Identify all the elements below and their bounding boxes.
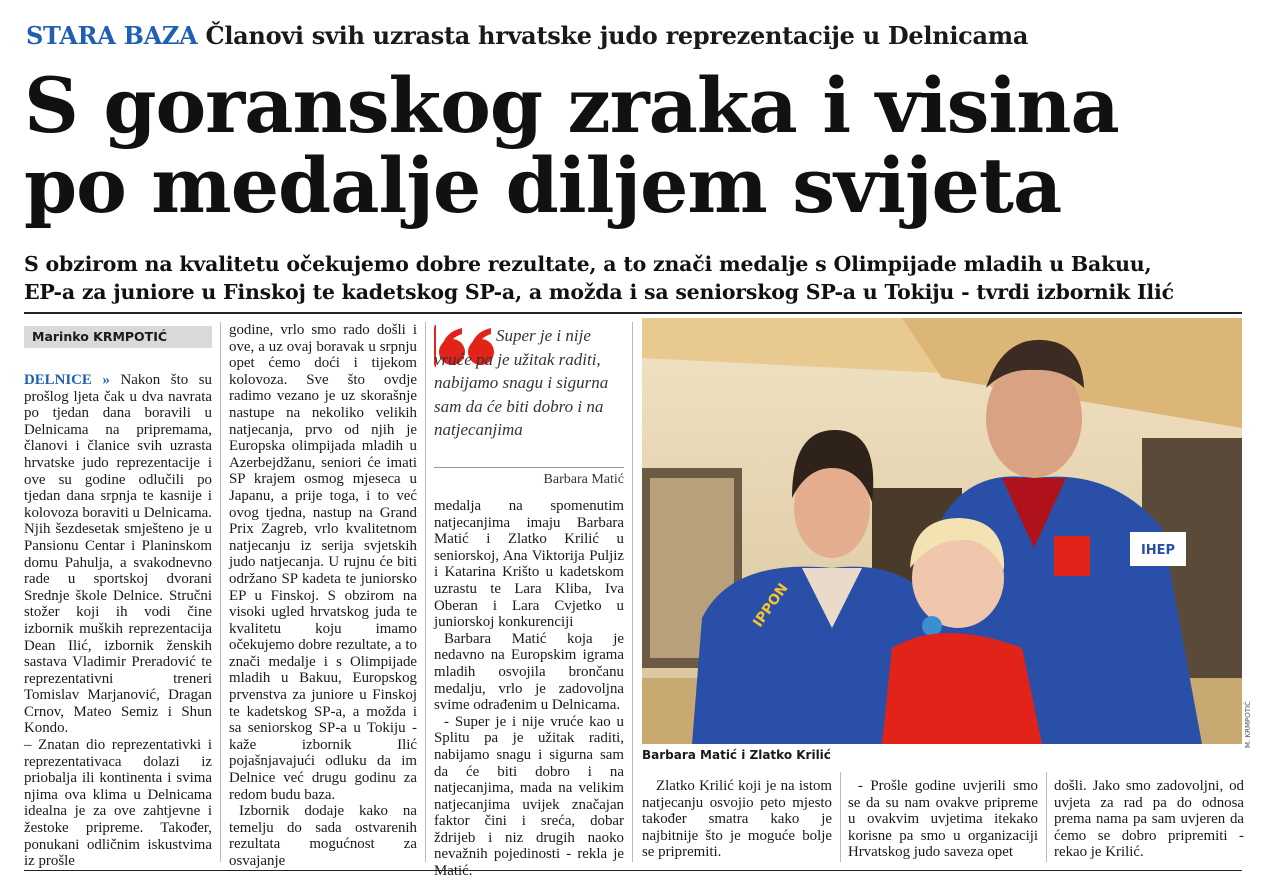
- article-photo: [642, 318, 1242, 744]
- section-tag: STARA BAZA: [26, 21, 198, 50]
- column-5: [848, 778, 1038, 861]
- column-separator: [1046, 772, 1047, 862]
- gi-brand-left: IPPON: [750, 580, 792, 631]
- column-1: [24, 372, 212, 870]
- pullquote-text: Super je i nije vruće pa je užitak raditi, nabijamo snagu i sigurna sam da će biti dobro i na natjecanjima: [434, 326, 609, 439]
- column-2-paragraph-2: Izbornik dodaje kako na temelju do sada ostvarenih rezultata mogućnost za osvajanje: [229, 803, 417, 869]
- judo-athletes-photo: [642, 318, 1242, 744]
- column-6: [1054, 778, 1244, 861]
- column-5-paragraph-1: - Prošle godine uvjerili smo se da su nam ovakve pripreme u ovakvim uvjetima itekako korisne pa smo u organizaciji Hrvatskog judo saveza opet: [848, 778, 1038, 861]
- photo-caption: Barbara Matić i Zlatko Krilić: [642, 748, 831, 762]
- column-1-paragraph-2: – Znatan dio reprezentativki i reprezentativaca dolazi iz priobalja ili kontinenta i svima njima ova klima u Delnicama idealna je za ove zahtjevne i žestoke pripreme. Također, ponukani odličnim iskustvima iz prošle: [24, 737, 212, 870]
- standfirst: [24, 250, 1254, 306]
- column-1-paragraph-1: [24, 372, 212, 737]
- pullquote-author: Barbara Matić: [543, 472, 624, 487]
- headline-line-2: po medalje diljem svijeta: [24, 141, 1062, 230]
- column-3-paragraph-2: Barbara Matić koja je nedavno na Europskim igrama mladih osvojila brončanu medalju, vrlo je zadovoljna svime odrađenim u Delnicama.: [434, 630, 624, 714]
- kicker: [26, 20, 1256, 52]
- gi-brand-right: IHEP: [1140, 543, 1176, 558]
- pullquote: [434, 324, 624, 442]
- column-separator: [840, 772, 841, 862]
- pullquote-divider: [434, 467, 624, 468]
- photo-credit: M. KRMPOTIĆ: [1244, 701, 1252, 748]
- column-3: [434, 498, 624, 880]
- column-4: [642, 778, 832, 861]
- top-rule: [24, 312, 1242, 314]
- column-3-paragraph-1: medalja na spomenutim natjecanjima imaju Barbara Matić i Zlatko Krilić u seniorskoj, Ana Viktorija Puljiz i Katarina Krišto u kadetskom uzrastu te Lara Kliba, Iva Oberan i Lara Cvjetko u juniorskoj konkurenciji: [434, 498, 624, 631]
- headline-line-1: S goranskog zraka i visina: [24, 61, 1119, 150]
- column-3-paragraph-3: - Super je i nije vruće kao u Splitu pa je užitak raditi, nabijamo snagu i sigurna sam da će biti dobro i na natjecanjima, mada na velikim natjecanjima uvijek značajan faktor čini i sreća, dobar ždrijeb i niz drugih naoko nevažnih pojedinosti - rekla je Matić.: [434, 713, 624, 880]
- column-4-paragraph-1: Zlatko Krilić koji je na istom natjecanju osvojio peto mjesto također smatra kako je najbitnije što je moguće bolje se pripremiti.: [642, 778, 832, 861]
- dateline: DELNICE »: [24, 372, 110, 388]
- kicker-text: Članovi svih uzrasta hrvatske judo reprezentacije u Delnicama: [205, 21, 1029, 50]
- headline: [24, 61, 1254, 230]
- standfirst-line-1: S obzirom na kvalitetu očekujemo dobre rezultate, a to znači medalje s Olimpijade mladih u Bakuu,: [24, 252, 1152, 276]
- standfirst-line-2: EP-a za juniore u Finskoj te kadetskog SP-a, a možda i sa seniorskog SP-a u Tokiju - tvrdi izbornik Ilić: [24, 280, 1174, 304]
- column-2-paragraph-1: godine, vrlo smo rado došli i ove, a uz ovaj boravak u srpnju opet ćemo doći i tijekom kolovoza. Sve što ovdje radimo vezano je uz skorašnje nastupe na nekoliko velikih natjecanja, prvo od njih je Europska olimpijada mladih u Azerbejdžanu, seniori će imati SP krajem osmog mjeseca u Japanu, a prije toga, i to već ovog tjedna, nastup na Grand Prix Zagreb, vrlo kvalitetnom natjecanju iz serija svjetskih judo natjecanja. U rujnu će biti održano SP kadeta te juniorsko EP u Finskoj. S obzirom na visoki ugled hrvatskog juda te kvalitetu koju imamo očekujemo dobre rezultate, a to znači medalje i s Olimpijade mladih u Bakuu, Europskog prvenstva za juniore u Finskoj te kadetskog SP-a, a možda i sa seniorskog SP-a u Tokiju - kaže izbornik Ilić pojašnjavajući odluku da im Delnice već drugu godinu za redom budu baza.: [229, 322, 417, 803]
- column-separator: [220, 322, 221, 862]
- column-separator: [425, 322, 426, 862]
- column-separator: [632, 322, 633, 862]
- byline: Marinko KRMPOTIĆ: [24, 326, 212, 348]
- bottom-rule: [24, 870, 1242, 871]
- column-2: [229, 322, 417, 870]
- column-6-paragraph-1: došli. Jako smo zadovoljni, od uvjeta za rad pa do odnosa prema nama pa sam uvjeren da ćemo se dobro pripremiti - rekao je Krilić.: [1054, 778, 1244, 861]
- lead-text: Nakon što su prošlog ljeta čak u dva navrata po tjedan dana boravili u Delnicama na pripremama, članovi i članice svih uzrasta hrvatske judo reprezentacije i ove su godine odlučili po tjedan dana srpnja te kasnije i kolovoza boraviti u Delnicama. Njih šezdesetak smješteno je u Pansionu Centar i Planinskom domu Pahulja, a svakodnevno rade u sportskoj dvorani Srednje škole Delnice. Stručni stožer koji ih vodi čine izbornik muških reprezentacija Dean Ilić, izbornik ženskih sastava Vladimir Preradović te reprezentativni treneri Tomislav Marjanović, Dragan Crnov, Mateo Semiz i Shun Kondo.: [24, 372, 212, 737]
